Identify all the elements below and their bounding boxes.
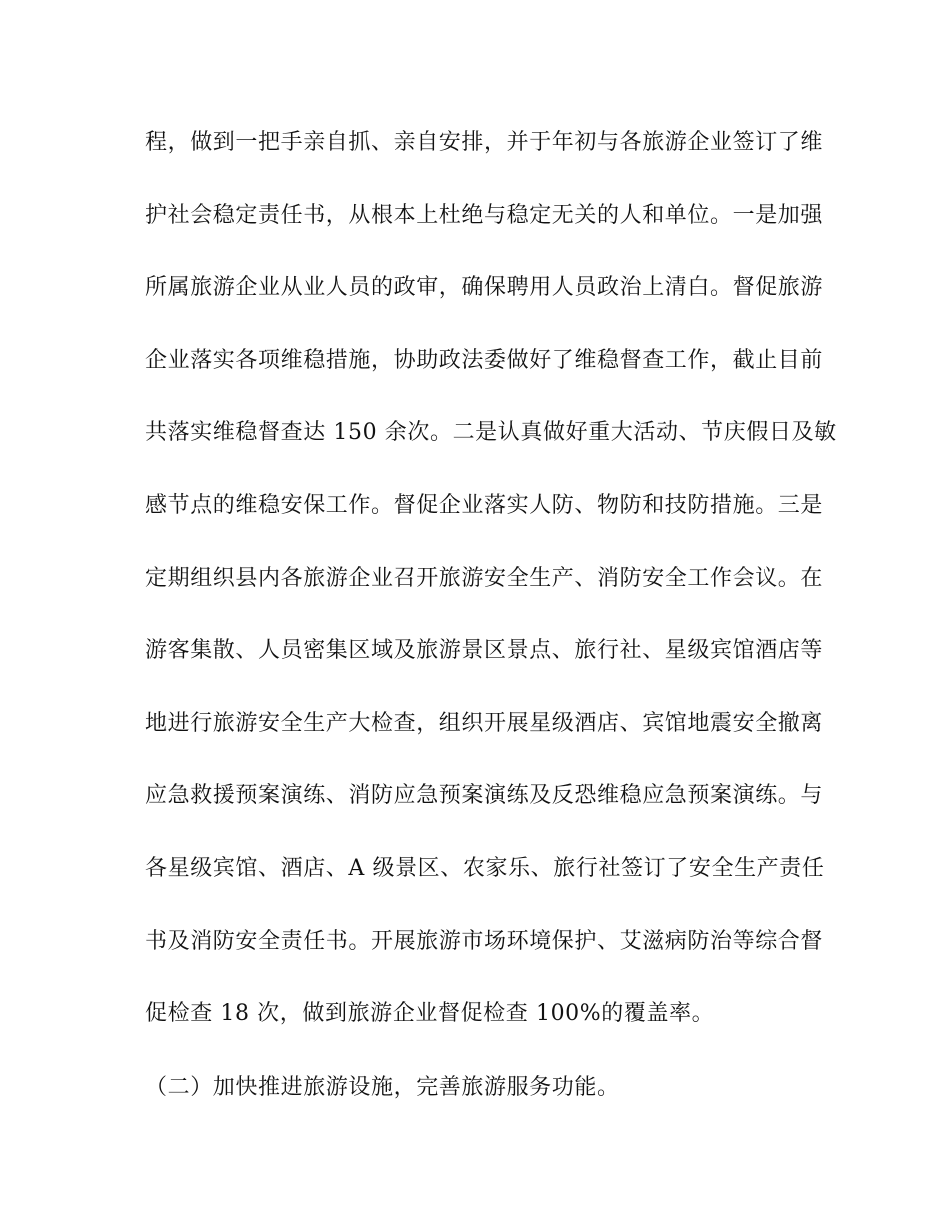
paragraph-line: 企业落实各项维稳措施，协助政法委做好了维稳督查工作，截止目前 (145, 347, 824, 373)
paragraph-line: 定期组织县内各旅游企业召开旅游安全生产、消防安全工作会议。在 (145, 565, 824, 591)
paragraph-line: 应急救援预案演练、消防应急预案演练及反恐维稳应急预案演练。与 (145, 783, 824, 809)
paragraph-line: 共落实维稳督查达 150 余次。二是认真做好重大活动、节庆假日及敏 (145, 420, 837, 446)
paragraph-line: 促检查 18 次，做到旅游企业督促检查 100%的覆盖率。 (145, 1001, 715, 1027)
paragraph-line: 游客集散、人员密集区域及旅游景区景点、旅行社、星级宾馆酒店等 (145, 638, 824, 664)
paragraph-line: 程，做到一把手亲自抓、亲自安排，并于年初与各旅游企业签订了维 (145, 130, 824, 155)
paragraph-line: 地进行旅游安全生产大检查，组织开展星级酒店、宾馆地震安全撤离 (145, 710, 824, 736)
paragraph-line: 护社会稳定责任书，从根本上杜绝与稳定无关的人和单位。一是加强 (145, 202, 824, 228)
body-paragraph (145, 118, 837, 1062)
section-heading: （二）加快推进旅游设施，完善旅游服务功能。 (145, 1075, 620, 1100)
paragraph-line: 感节点的维稳安保工作。督促企业落实人防、物防和技防措施。三是 (145, 492, 824, 518)
paragraph-line: 书及消防安全责任书。开展旅游市场环境保护、艾滋病防治等综合督 (145, 928, 824, 954)
paragraph-line: 所属旅游企业从业人员的政审，确保聘用人员政治上清白。督促旅游 (145, 275, 824, 301)
paragraph-line: 各星级宾馆、酒店、A 级景区、农家乐、旅行社签订了安全生产责任 (145, 855, 825, 881)
